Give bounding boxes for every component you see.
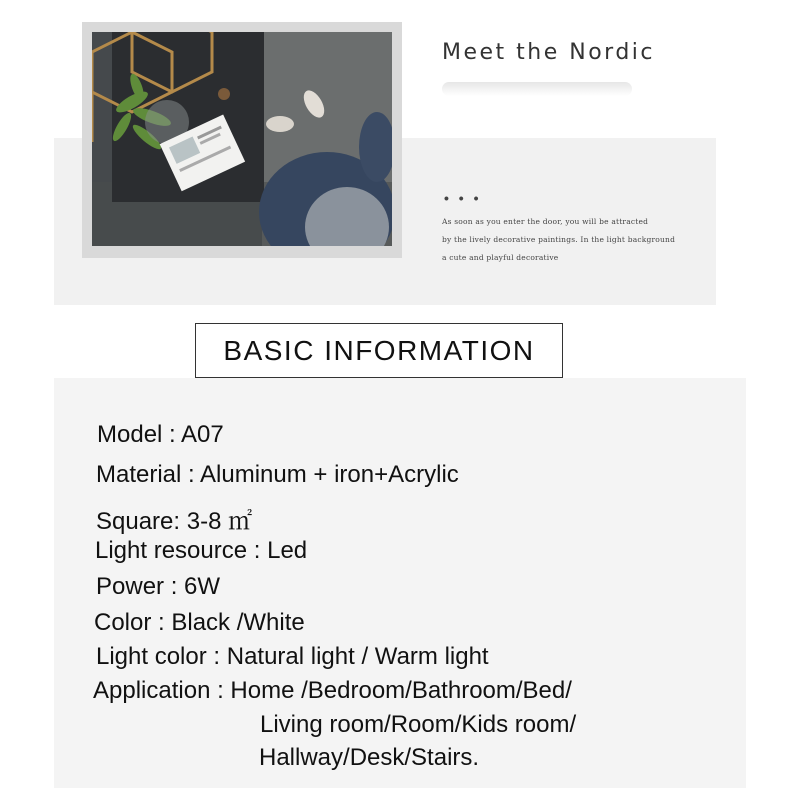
spec-row-material bbox=[96, 461, 459, 489]
spec-value: Led bbox=[267, 537, 308, 564]
spec-row-light-color bbox=[96, 643, 489, 671]
intro-description bbox=[442, 213, 712, 267]
spec-label: Light color : bbox=[96, 643, 227, 670]
ellipsis-dots: • • • bbox=[444, 190, 482, 206]
spec-value: Black /White bbox=[171, 609, 305, 636]
spec-label: Model : bbox=[97, 421, 182, 448]
spec-label: Material : bbox=[96, 461, 201, 488]
spec-row-model bbox=[97, 421, 224, 449]
application-continuation: Living room/Room/Kids room/ bbox=[260, 711, 577, 738]
spec-label: Light resource : bbox=[95, 537, 268, 564]
spec-value: 3-8 ㎡ bbox=[186, 508, 253, 535]
spec-row-light-resource bbox=[95, 537, 307, 565]
description-line: a cute and playful decorative bbox=[442, 253, 559, 262]
room-photo bbox=[92, 32, 392, 246]
spec-row-application bbox=[93, 677, 572, 705]
spec-value: 6W bbox=[184, 573, 221, 600]
application-continuation: Hallway/Desk/Stairs. bbox=[259, 744, 480, 771]
section-heading-box bbox=[195, 323, 563, 378]
spec-row-square bbox=[96, 501, 252, 536]
description-line: by the lively decorative paintings. In the light background bbox=[442, 235, 676, 244]
spec-label: Power : bbox=[96, 573, 185, 600]
spec-value: Natural light / Warm light bbox=[226, 643, 489, 670]
description-line: As soon as you enter the door, you will be attracted bbox=[442, 217, 649, 226]
spec-row-color bbox=[94, 609, 305, 637]
spec-label: Application : bbox=[93, 677, 231, 704]
spec-label: Color : bbox=[94, 609, 172, 636]
spec-value: Aluminum + iron+Acrylic bbox=[200, 461, 459, 488]
section-heading: BASIC INFORMATION bbox=[223, 334, 535, 366]
spec-row-power bbox=[96, 573, 220, 601]
title-shadow bbox=[442, 82, 632, 96]
spec-label: Square: bbox=[96, 508, 187, 535]
intro-title: Meet the Nordic bbox=[442, 40, 656, 65]
spec-value: A07 bbox=[181, 421, 224, 448]
spec-value: Home /Bedroom/Bathroom/Bed/ bbox=[230, 677, 572, 704]
